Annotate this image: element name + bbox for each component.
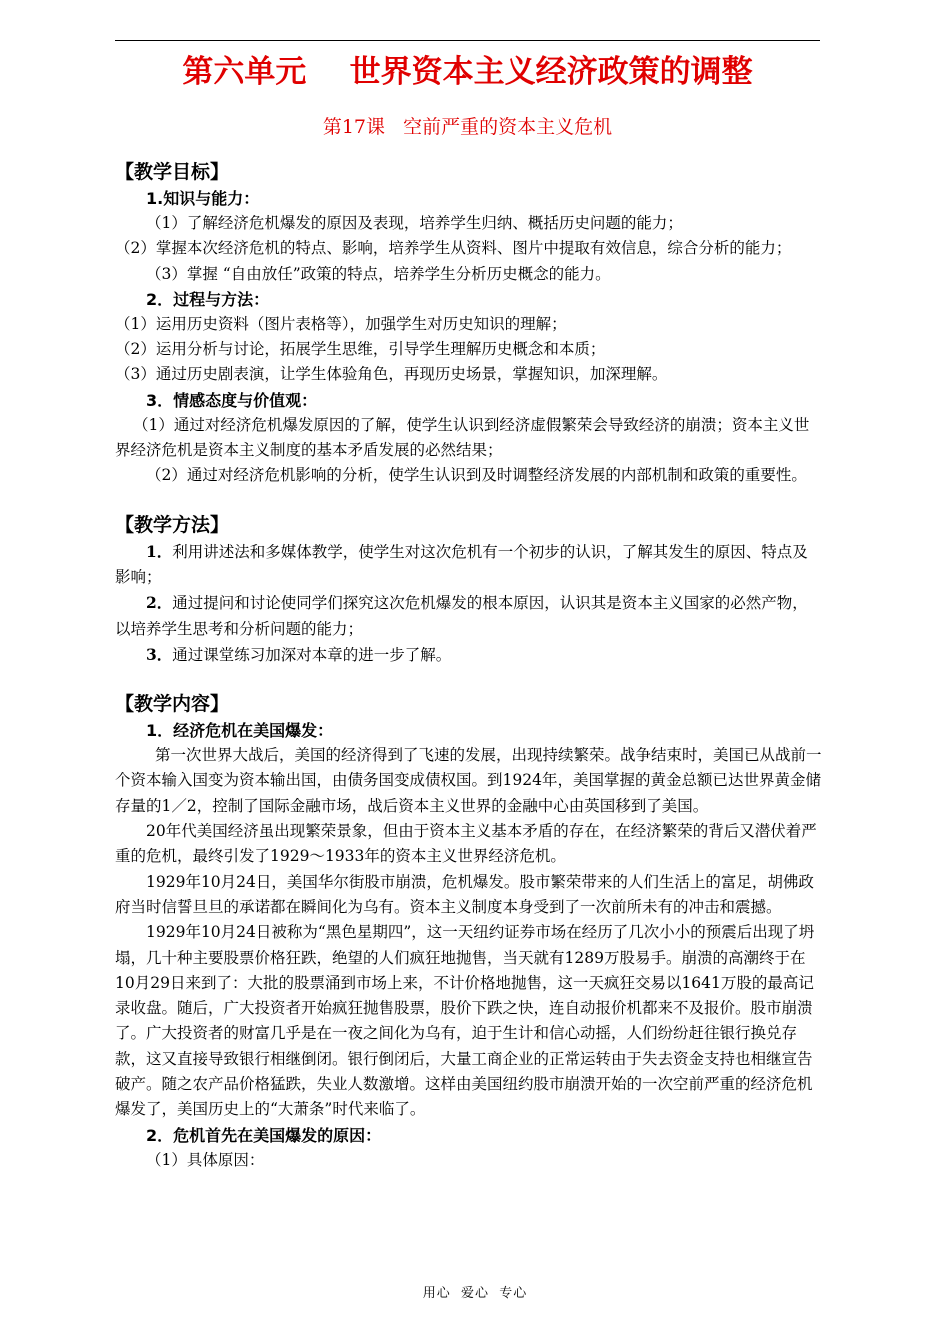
content-paragraph: 1929年10月24日被称为“黑色星期四”，这一天纽约证券市场在经历了几次小小的预震后出现了坍塌，几十种主要股票价格狂跌，绝望的人们疯狂地抛售，当天就有1289万股易手。崩溃的高潮终于在10月29日来到了：大批的股票涌到市场上来，不计价格地抛售，这一天疯狂交易以1641万股的最高记录收盘。随后，广大投资者开始疯狂抛售股票，股价下跌之快，连自动报价机都来不及报价。股市崩溃了。广大投资者的财富几乎是在一夜之间化为乌有，迫于生计和信心动摇，人们纷纷赶往银行换兑存款，这又直接导致银行相继倒闭。银行倒闭后，大量工商企业的正常运转由于失去资金支持也相继宣告破产。随之农产品价格猛跌，失业人数激增。这样由美国纽约股市崩溃开始的一次空前严重的经济危机爆发了，美国历史上的“大萧条”时代来临了。 (115, 923, 815, 1119)
process-item: （2）运用分析与讨论，拓展学生思维，引导学生理解历史概念和本质； (115, 340, 606, 359)
content-paragraph: 1929年10月24日，美国华尔街股市崩溃，危机爆发。股市繁荣带来的人们生活上的富足，胡佛政府当时信誓旦旦的承诺都在瞬间化为乌有。资本主义制度本身受到了一次前所未有的冲击和震撼。 (115, 872, 814, 916)
process-item: （1）运用历史资料（图片表格等），加强学生对历史知识的理解； (115, 314, 567, 333)
lesson-title: 第17课 空前严重的资本主义危机 (322, 116, 613, 138)
section2-heading: 2．危机首先在美国爆发的原因： (146, 1125, 382, 1145)
methods-heading: 【教学方法】 (115, 513, 230, 536)
method-item (115, 642, 823, 668)
section2-item: （1）具体原因： (146, 1150, 265, 1169)
method-text: 通过提问和讨论使同学们探究这次危机爆发的根本原因，认识其是资本主义国家的必然产物，以培养学生思考和分析问题的能力； (115, 594, 808, 638)
document-body (115, 158, 823, 1173)
process-item: （3）通过历史剧表演，让学生体验角色，再现历史场景，掌握知识，加深理解。 (115, 365, 668, 384)
knowledge-item: （2）掌握本次经济危机的特点、影响，培养学生从资料、图片中提取有效信息，综合分析的能力； (115, 239, 792, 258)
knowledge-item: （1）了解经济危机爆发的原因及表现，培养学生归纳、概括历史问题的能力； (146, 214, 683, 232)
content-paragraph: 20年代美国经济虽出现繁荣景象，但由于资本主义基本矛盾的存在，在经济繁荣的背后又潜伏着严重的危机，最终引发了1929～1933年的资本主义世界经济危机。 (115, 822, 817, 866)
process-heading: 2．过程与方法： (146, 289, 270, 309)
method-number: 2． (146, 593, 173, 613)
knowledge-item: （3）掌握 “自由放任”政策的特点，培养学生分析历史概念的能力。 (146, 264, 611, 283)
section1-heading: 1．经济危机在美国爆发： (146, 721, 334, 741)
page-footer: 用心 爱心 专心 (422, 1286, 528, 1301)
emotion-item: （2）通过对经济危机影响的分析，使学生认识到及时调整经济发展的内部机制和政策的重要性。 (146, 466, 807, 485)
contents-heading: 【教学内容】 (115, 693, 230, 716)
method-item (115, 539, 823, 591)
method-number: 1． (146, 541, 173, 561)
emotion-heading: 3．情感态度与价值观： (146, 390, 318, 410)
objectives-heading: 【教学目标】 (115, 161, 230, 183)
method-item (115, 590, 823, 642)
header-rule (115, 40, 820, 41)
emotion-item: （1）通过对经济危机爆发原因的了解，使学生认识到经济虚假繁荣会导致经济的崩溃；资本主义世界经济危机是资本主义制度的基本矛盾发展的必然结果； (115, 415, 810, 460)
method-text: 通过课堂练习加深对本章的进一步了解。 (172, 645, 452, 664)
unit-title: 第六单元 世界资本主义经济政策的调整 (182, 54, 753, 90)
method-number: 3． (146, 644, 173, 664)
method-text: 利用讲述法和多媒体教学，使学生对这次危机有一个初步的认识，了解其发生的原因、特点及影响； (115, 542, 808, 586)
knowledge-heading: 1.知识与能力： (146, 189, 260, 208)
content-paragraph: 第一次世界大战后，美国的经济得到了飞速的发展，出现持续繁荣。战争结束时，美国已从战前一个资本输入国变为资本输出国，由债务国变成债权国。到1924年，美国掌握的黄金总额已达世界黄金储存量的1／2，控制了国际金融市场，战后资本主义世界的金融中心由英国移到了美国。 (115, 746, 822, 815)
